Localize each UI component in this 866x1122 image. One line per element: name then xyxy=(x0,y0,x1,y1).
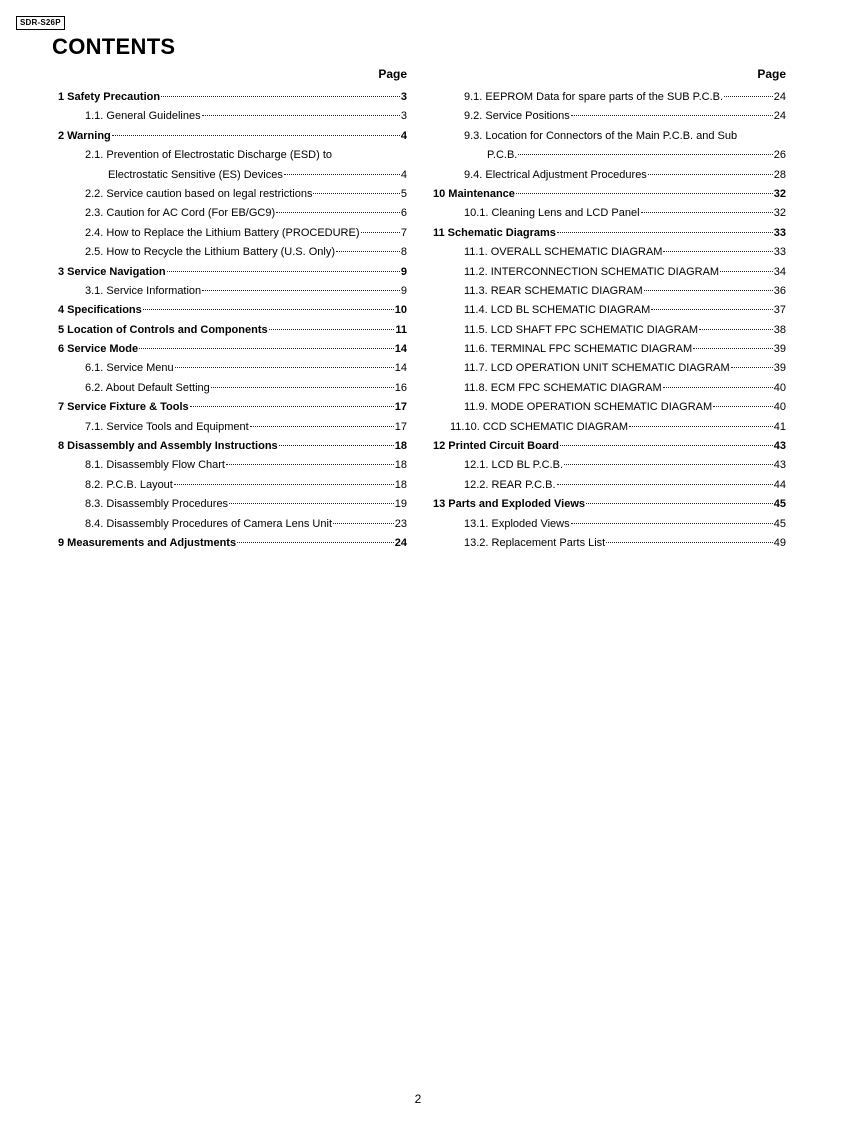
toc-entry-label: 8.3. Disassembly Procedures xyxy=(85,498,229,511)
toc-entry-page: 6 xyxy=(400,207,407,220)
toc-entry-page: 33 xyxy=(773,246,786,259)
toc-entry-page: 17 xyxy=(394,401,407,414)
toc-entry-label: 3.1. Service Information xyxy=(85,284,202,297)
toc-entry-page: 7 xyxy=(400,226,407,239)
toc-subsection-entry[interactable] xyxy=(433,282,786,301)
toc-entry-page: 37 xyxy=(773,304,786,317)
page-column-header: Page xyxy=(757,67,786,81)
toc-entry-page: 3 xyxy=(400,110,407,123)
toc-entry-label: 1.1. General Guidelines xyxy=(85,110,201,123)
toc-entry-page: 4 xyxy=(400,168,407,181)
toc-subsection-entry[interactable] xyxy=(433,418,786,437)
toc-subsection-entry[interactable] xyxy=(58,224,407,243)
dot-leader xyxy=(284,174,400,175)
page-title: CONTENTS xyxy=(52,34,176,59)
toc-entry-label: 11.6. TERMINAL FPC SCHEMATIC DIAGRAM xyxy=(464,343,693,356)
dot-leader xyxy=(237,542,394,543)
toc-entry-page: 45 xyxy=(773,498,786,511)
dot-leader xyxy=(571,523,773,524)
toc-entry-label: 3 Service Navigation xyxy=(58,265,166,278)
toc-section-entry[interactable] xyxy=(433,495,786,514)
toc-entry-label: 2.4. How to Replace the Lithium Battery (PROCEDURE) xyxy=(85,226,360,239)
dot-leader xyxy=(693,348,773,349)
toc-subsection-entry[interactable] xyxy=(58,359,407,378)
toc-entry-page: 18 xyxy=(394,440,407,453)
toc-entry-page: 18 xyxy=(394,478,407,491)
toc-subsection-entry[interactable] xyxy=(433,534,786,553)
toc-entry-page: 40 xyxy=(773,381,786,394)
dot-leader xyxy=(313,193,399,194)
toc-subsection-entry[interactable] xyxy=(433,146,786,165)
toc-entry-page: 41 xyxy=(773,420,786,433)
dot-leader xyxy=(606,542,773,543)
toc-left-column xyxy=(58,66,407,553)
toc-entry-label: 8.2. P.C.B. Layout xyxy=(85,478,173,491)
dot-leader xyxy=(250,426,394,427)
toc-entry-page: 18 xyxy=(394,459,407,472)
dot-leader xyxy=(336,251,400,252)
toc-entry-label: 13.2. Replacement Parts List xyxy=(464,536,606,549)
toc-entry-page: 43 xyxy=(773,459,786,472)
toc-entry-label: 12.2. REAR P.C.B. xyxy=(464,478,556,491)
dot-leader xyxy=(167,271,400,272)
toc-entry-label: Electrostatic Sensitive (ES) Devices xyxy=(108,168,283,181)
toc-subsection-entry[interactable] xyxy=(58,282,407,301)
dot-leader xyxy=(713,406,773,407)
toc-subsection-entry[interactable] xyxy=(58,166,407,185)
toc-entry-page: 3 xyxy=(400,91,407,103)
toc-subsection-entry[interactable] xyxy=(433,263,786,282)
dot-leader xyxy=(226,464,394,465)
toc-entry-page: 9 xyxy=(400,265,407,278)
toc-entry-label: 8.4. Disassembly Procedures of Camera Lens Unit xyxy=(85,517,332,530)
dot-leader xyxy=(644,290,773,291)
toc-entry-label: 9.3. Location for Connectors of the Main P.C.B. and Sub xyxy=(464,129,738,142)
toc-entry-label: 8 Disassembly and Assembly Instructions xyxy=(58,440,278,453)
toc-entry-page: 32 xyxy=(773,187,786,200)
toc-subsection-entry[interactable] xyxy=(58,476,407,495)
toc-list-right xyxy=(433,88,786,553)
toc-entry-label: 11 Schematic Diagrams xyxy=(433,226,556,239)
dot-leader xyxy=(143,309,394,310)
toc-entry-page: 16 xyxy=(394,381,407,394)
toc-section-entry[interactable] xyxy=(58,534,407,553)
toc-subsection-entry[interactable] xyxy=(58,185,407,204)
toc-entry-page: 34 xyxy=(773,265,786,278)
toc-entry-page: 23 xyxy=(394,517,407,530)
toc-subsection-entry[interactable] xyxy=(58,243,407,262)
toc-subsection-entry[interactable] xyxy=(433,301,786,320)
toc-entry-page: 38 xyxy=(773,323,786,336)
toc-entry-page: 26 xyxy=(773,149,786,162)
toc-entry-label: 11.7. LCD OPERATION UNIT SCHEMATIC DIAGRAM xyxy=(464,362,730,375)
dot-leader xyxy=(202,115,400,116)
toc-subsection-entry[interactable] xyxy=(433,340,786,359)
toc-subsection-entry[interactable] xyxy=(433,107,786,126)
toc-right-column xyxy=(433,66,786,553)
toc-entry-page: 24 xyxy=(394,536,407,549)
toc-entry-label: 11.1. OVERALL SCHEMATIC DIAGRAM xyxy=(464,246,663,259)
toc-entry-label: 8.1. Disassembly Flow Chart xyxy=(85,459,225,472)
toc-entry-page: 39 xyxy=(773,362,786,375)
dot-leader xyxy=(571,115,773,116)
toc-entry-label: 12.1. LCD BL P.C.B. xyxy=(464,459,564,472)
toc-section-entry[interactable] xyxy=(58,301,407,320)
dot-leader xyxy=(663,251,772,252)
toc-entry-page: 4 xyxy=(400,129,407,142)
toc-entry-label: 9.2. Service Positions xyxy=(464,110,570,123)
page-number: 2 xyxy=(414,1092,422,1106)
toc-entry-page: 9 xyxy=(400,284,407,297)
toc-subsection-entry[interactable] xyxy=(58,107,407,126)
dot-leader xyxy=(175,367,394,368)
toc-entry-label: 2.5. How to Recycle the Lithium Battery (U.S. Only) xyxy=(85,246,336,259)
toc-entry-page: 39 xyxy=(773,343,786,356)
toc-entry-label: 7 Service Fixture & Tools xyxy=(58,401,189,414)
toc-section-entry[interactable] xyxy=(58,398,407,417)
toc-entry-page: 44 xyxy=(773,478,786,491)
toc-subsection-entry[interactable] xyxy=(433,359,786,378)
toc-subsection-entry[interactable] xyxy=(58,495,407,514)
dot-leader xyxy=(560,445,773,446)
toc-subsection-entry[interactable] xyxy=(58,515,407,534)
toc-entry-page: 49 xyxy=(773,536,786,549)
toc-entry-page: 17 xyxy=(394,420,407,433)
toc-entry-label: 2.2. Service caution based on legal restrictions xyxy=(85,187,313,200)
toc-subsection-entry[interactable] xyxy=(433,398,786,417)
toc-entry-label: 11.4. LCD BL SCHEMATIC DIAGRAM xyxy=(464,304,651,317)
toc-entry-label: 11.9. MODE OPERATION SCHEMATIC DIAGRAM xyxy=(464,401,713,414)
dot-leader xyxy=(202,290,400,291)
toc-entry-page: 14 xyxy=(394,362,407,375)
toc-subsection-entry[interactable] xyxy=(58,456,407,475)
dot-leader xyxy=(333,523,394,524)
toc-section-entry[interactable] xyxy=(58,263,407,282)
dot-leader xyxy=(651,309,773,310)
toc-subsection-entry[interactable] xyxy=(58,418,407,437)
toc-section-entry[interactable] xyxy=(433,437,786,456)
toc-entry-label: 9.1. EEPROM Data for spare parts of the SUB P.C.B. xyxy=(464,91,724,103)
dot-leader xyxy=(516,193,773,194)
model-tag: SDR-S26P xyxy=(16,16,65,30)
toc-subsection-entry[interactable] xyxy=(58,204,407,223)
toc-entry-label: 10 Maintenance xyxy=(433,187,515,200)
dot-leader xyxy=(518,154,772,155)
dot-leader xyxy=(557,484,773,485)
toc-subsection-entry[interactable] xyxy=(433,204,786,223)
toc-entry-page: 45 xyxy=(773,517,786,530)
dot-leader xyxy=(564,464,773,465)
toc-entry-page: 24 xyxy=(773,110,786,123)
toc-subsection-entry[interactable] xyxy=(433,88,786,107)
toc-entry-page: 43 xyxy=(773,440,786,453)
toc-entry-label: 9 Measurements and Adjustments xyxy=(58,536,237,549)
toc-entry-page: 11 xyxy=(395,323,407,336)
toc-section-entry[interactable] xyxy=(58,321,407,340)
toc-entry-label: 11.10. CCD SCHEMATIC DIAGRAM xyxy=(450,420,629,433)
toc-entry-page: 8 xyxy=(400,246,407,259)
toc-section-entry[interactable] xyxy=(433,224,786,243)
toc-entry-label: 2.3. Caution for AC Cord (For EB/GC9) xyxy=(85,207,276,220)
dot-leader xyxy=(174,484,394,485)
toc-list-left xyxy=(58,88,407,553)
dot-leader xyxy=(229,503,394,504)
dot-leader xyxy=(190,406,394,407)
dot-leader xyxy=(720,271,773,272)
toc-entry-page: 19 xyxy=(394,498,407,511)
toc-subsection-entry[interactable] xyxy=(433,456,786,475)
toc-entry-page: 36 xyxy=(773,284,786,297)
dot-leader xyxy=(161,96,400,97)
toc-entry-label: 6.1. Service Menu xyxy=(85,362,174,375)
toc-entry-label: 11.5. LCD SHAFT FPC SCHEMATIC DIAGRAM xyxy=(464,323,699,336)
dot-leader xyxy=(699,329,773,330)
dot-leader xyxy=(139,348,394,349)
toc-entry-label: 5 Location of Controls and Components xyxy=(58,323,268,336)
toc-entry-page: 32 xyxy=(773,207,786,220)
toc-entry-page: 28 xyxy=(773,168,786,181)
toc-subsection-entry[interactable] xyxy=(433,321,786,340)
toc-entry-label: 6 Service Mode xyxy=(58,343,139,356)
toc-entry-label: 4 Specifications xyxy=(58,304,142,317)
toc-entry-label: 1 Safety Precaution xyxy=(58,91,161,103)
toc-entry-page: 40 xyxy=(773,401,786,414)
toc-entry-page: 5 xyxy=(400,187,407,200)
page-column-header: Page xyxy=(378,67,407,81)
toc-entry-label: 13 Parts and Exploded Views xyxy=(433,498,586,511)
toc-subsection-entry[interactable] xyxy=(433,379,786,398)
toc-entry-label: 2.1. Prevention of Electrostatic Discharge (ESD) to xyxy=(85,149,332,162)
toc-entry-page: 33 xyxy=(773,226,786,239)
toc-subsection-entry[interactable] xyxy=(433,243,786,262)
dot-leader xyxy=(112,135,400,136)
dot-leader xyxy=(276,212,400,213)
dot-leader xyxy=(648,174,773,175)
toc-entry-label: 11.2. INTERCONNECTION SCHEMATIC DIAGRAM xyxy=(464,265,720,278)
dot-leader xyxy=(641,212,773,213)
toc-section-entry[interactable] xyxy=(58,88,407,107)
toc-entry-label: 2 Warning xyxy=(58,129,111,142)
toc-section-entry[interactable] xyxy=(58,340,407,359)
toc-entry-label: 11.3. REAR SCHEMATIC DIAGRAM xyxy=(464,284,643,297)
toc-section-entry[interactable] xyxy=(433,185,786,204)
toc-entry-page: 14 xyxy=(394,343,407,356)
toc-entry-label: P.C.B. xyxy=(487,149,518,162)
dot-leader xyxy=(269,329,395,330)
dot-leader xyxy=(211,387,394,388)
toc-entry-label: 7.1. Service Tools and Equipment xyxy=(85,420,249,433)
toc-entry-label: 12 Printed Circuit Board xyxy=(433,440,559,453)
toc-entry-page: 24 xyxy=(773,91,786,103)
toc-entry-page: 10 xyxy=(394,304,407,317)
toc-subsection-entry[interactable] xyxy=(433,166,786,185)
toc-entry-label: 13.1. Exploded Views xyxy=(464,517,570,530)
dot-leader xyxy=(731,367,773,368)
toc-subsection-entry[interactable] xyxy=(58,146,407,165)
toc-subsection-entry[interactable] xyxy=(433,515,786,534)
toc-entry-label: 9.4. Electrical Adjustment Procedures xyxy=(464,168,647,181)
toc-entry-label: 11.8. ECM FPC SCHEMATIC DIAGRAM xyxy=(464,381,662,394)
toc-subsection-entry[interactable] xyxy=(58,379,407,398)
dot-leader xyxy=(279,445,394,446)
dot-leader xyxy=(557,232,773,233)
toc-subsection-entry[interactable] xyxy=(433,127,786,146)
toc-subsection-entry[interactable] xyxy=(433,476,786,495)
toc-section-entry[interactable] xyxy=(58,127,407,146)
dot-leader xyxy=(629,426,773,427)
dot-leader xyxy=(663,387,773,388)
toc-entry-label: 10.1. Cleaning Lens and LCD Panel xyxy=(464,207,640,220)
toc-entry-label: 6.2. About Default Setting xyxy=(85,381,210,394)
dot-leader xyxy=(724,96,773,97)
dot-leader xyxy=(586,503,773,504)
toc-section-entry[interactable] xyxy=(58,437,407,456)
dot-leader xyxy=(361,232,400,233)
